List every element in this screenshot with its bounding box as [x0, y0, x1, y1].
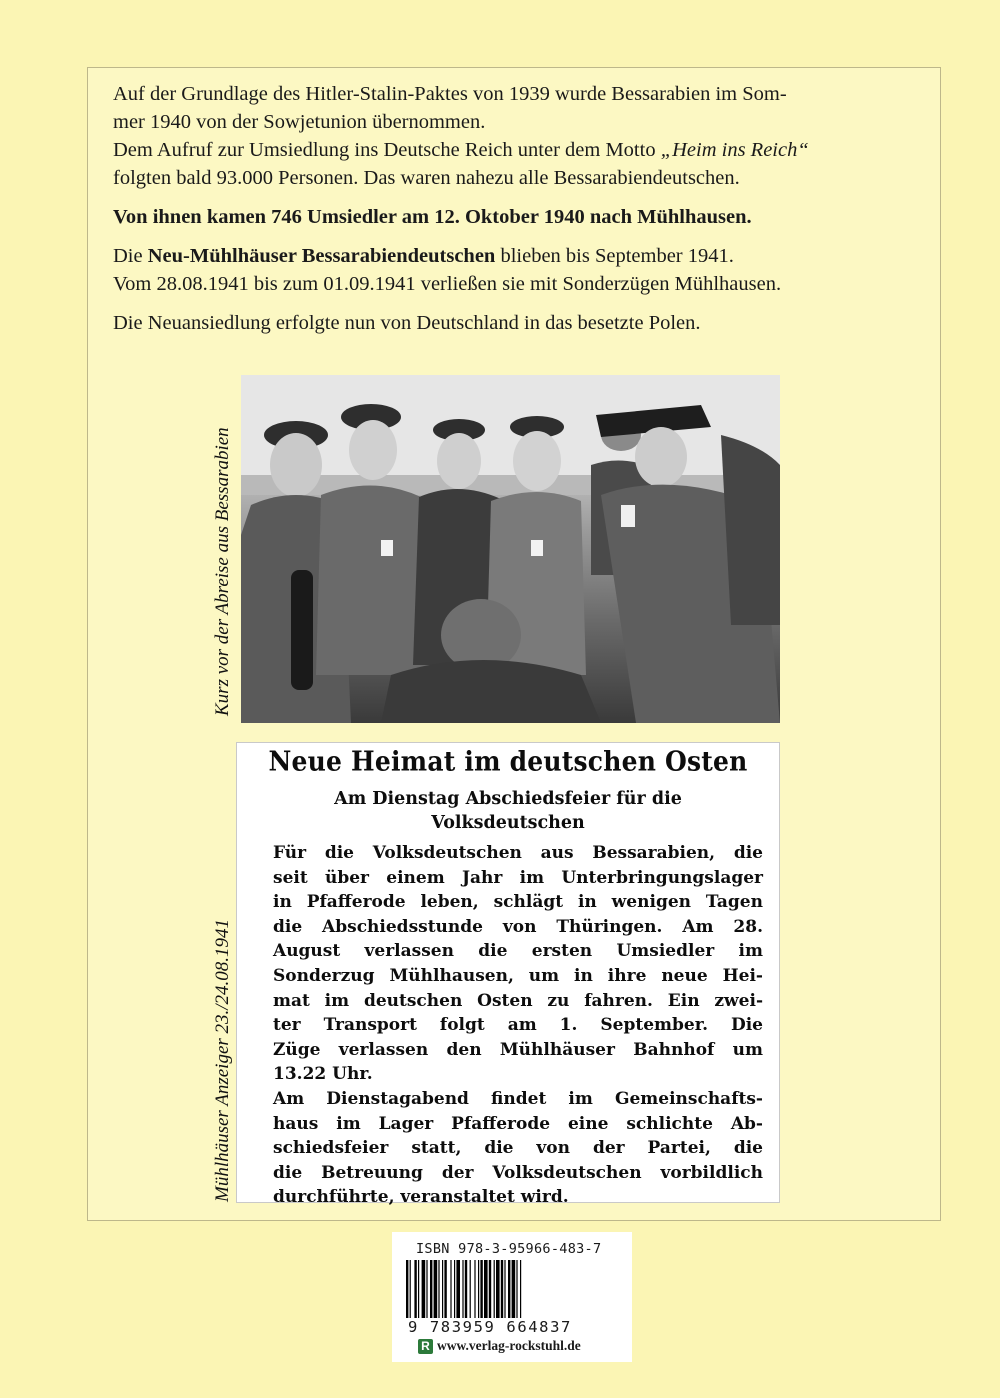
arrival-statement: Von ihnen kamen 746 Umsiedler am 12. Oktober 1940 nach Mühlhausen. [113, 206, 752, 228]
intro-paragraph-3 [113, 203, 913, 231]
barcode-bar [496, 1260, 500, 1318]
clipping-subhead-line1: Am Dienstag Abschiedsfeier für die [334, 789, 682, 809]
intro-paragraph-2 [113, 136, 913, 192]
publisher-logo-icon: R [418, 1339, 433, 1354]
clipping-line: Am Dienstagabend findet im Gemeinschafts- [273, 1088, 763, 1109]
barcode-bar [422, 1260, 426, 1318]
clipping-line: die Abschiedsstunde von Thüringen. Am 28. [273, 916, 763, 937]
barcode-bar [450, 1260, 451, 1318]
isbn-barcode-box [392, 1232, 632, 1362]
intro-p2-pre: Dem Aufruf zur Umsiedlung ins Deutsche Reich unter dem Motto [113, 139, 661, 161]
intro-p2-post: folgten bald 93.000 Personen. Das waren nahezu alle Bessarabiendeutschen. [113, 167, 740, 189]
clipping-line: Sonderzug Mühlhausen, um in ihre neue Hei- [273, 965, 763, 986]
clipping-subhead-line2: Volksdeutschen [431, 813, 585, 833]
clipping-caption: Mühlhäuser Anzeiger 23./24.08.1941 [212, 918, 233, 1202]
intro-p1-line2: mer 1940 von der Sowjetunion übernommen. [113, 111, 486, 133]
clipping-line: mat im deutschen Osten zu fahren. Ein zwei- [273, 990, 763, 1011]
clipping-headline: Neue Heimat im deutschen Osten [268, 745, 748, 778]
isbn-label: ISBN 978-3-95966-483-7 [416, 1241, 602, 1257]
barcode-bar [489, 1260, 491, 1318]
clipping-line: Für die Volksdeutschen aus Bessarabien, die [273, 843, 763, 863]
historical-photo [241, 375, 780, 723]
barcode-bar [474, 1260, 475, 1318]
clipping-body [273, 841, 763, 1210]
barcode-bar [516, 1260, 517, 1318]
barcode-bar [414, 1260, 416, 1318]
barcode-bar [426, 1260, 427, 1318]
clipping-line: August verlassen die ersten Umsiedler im [273, 941, 763, 962]
barcode-bar [520, 1260, 521, 1318]
departure-dates: Vom 28.08.1941 bis zum 01.09.1941 verließen sie mit Sonderzügen Mühlhausen. [113, 273, 782, 295]
barcode-bars [406, 1260, 620, 1318]
barcode-bar [478, 1260, 479, 1318]
barcode-bar [418, 1260, 419, 1318]
publisher [418, 1338, 581, 1354]
intro-paragraph-1 [113, 80, 913, 136]
newspaper-clipping [236, 742, 780, 1208]
barcode-bar [501, 1260, 503, 1318]
photo-illustration [241, 375, 780, 723]
barcode-bar [484, 1260, 488, 1318]
clipping-line: haus im Lager Pfafferode eine schlichte Ab- [273, 1113, 763, 1134]
clipping-line: die Betreuung der Volksdeutschen vorbildlich [273, 1162, 763, 1183]
barcode-bar [438, 1260, 439, 1318]
barcode-bar [480, 1260, 482, 1318]
intro-paragraph-4 [113, 242, 913, 270]
intro-paragraph-6 [113, 309, 913, 337]
intro-paragraph-5 [113, 270, 913, 298]
barcode-bar [508, 1260, 510, 1318]
publisher-url: www.verlag-rockstuhl.de [437, 1338, 581, 1353]
barcode-bar [410, 1260, 411, 1318]
group-name: Neu-Mühlhäuser Bessarabiendeutschen [147, 245, 496, 267]
barcode-bar [504, 1260, 505, 1318]
intro-p1-line1: Auf der Grundlage des Hitler-Stalin-Paktes von 1939 wurde Bessarabien im Som- [113, 83, 787, 105]
barcode-bar [406, 1260, 408, 1318]
clipping-line: seit über einem Jahr im Unterbringungslager [273, 867, 763, 888]
barcode-bar [456, 1260, 460, 1318]
intro-p4-post: blieben bis September 1941. [495, 245, 734, 267]
barcode-bar [434, 1260, 438, 1318]
barcode-digits: 9 783959 664837 [408, 1318, 572, 1336]
barcode-bar [494, 1260, 495, 1318]
barcode-bar [444, 1260, 446, 1318]
clipping-line: ter Transport folgt am 1. September. Die [273, 1015, 763, 1036]
intro-p4-pre: Die [113, 245, 148, 267]
barcode-bar [442, 1260, 443, 1318]
motto-text: „Heim ins Reich“ [660, 139, 809, 161]
clipping-line: 13.22 Uhr. [273, 1064, 373, 1085]
clipping-line: in Pfafferode leben, schlägt in wenigen Tagen [273, 892, 763, 913]
clipping-line: Züge verlassen den Mühlhäuser Bahnhof um [273, 1039, 763, 1060]
clipping-line: durchführte, veranstaltet wird. [273, 1187, 569, 1208]
barcode-bar [465, 1260, 467, 1318]
barcode-bar [462, 1260, 463, 1318]
resettlement-statement: Die Neuansiedlung erfolgte nun von Deutschland in das besetzte Polen. [113, 312, 701, 334]
photo-caption: Kurz vor der Abreise aus Bessarabien [212, 427, 233, 716]
barcode-bar [454, 1260, 455, 1318]
intro-text [113, 80, 913, 348]
barcode-bar [470, 1260, 471, 1318]
barcode-bar [430, 1260, 432, 1318]
barcode-bar [512, 1260, 516, 1318]
clipping-subhead [237, 787, 779, 835]
clipping-line: schiedsfeier statt, die von der Partei, die [273, 1138, 763, 1159]
